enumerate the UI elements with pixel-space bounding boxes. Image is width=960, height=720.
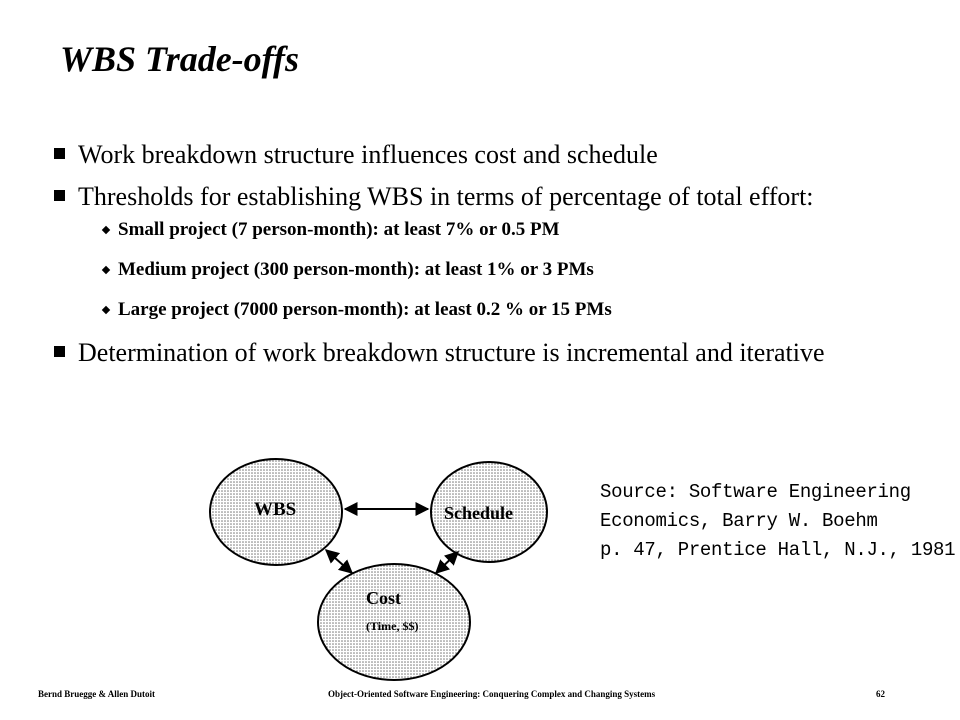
bullet-list (50, 140, 910, 380)
bullet-item (50, 338, 910, 368)
bullet-item (50, 182, 910, 322)
sub-bullet-item (78, 298, 910, 322)
source-citation (600, 478, 955, 565)
square-bullet-icon (54, 346, 65, 357)
wbs-cost-arrow (326, 550, 352, 573)
source-line: Economics, Barry W. Boehm (600, 510, 878, 532)
schedule-node-label: Schedule (444, 503, 514, 523)
schedule-cost-arrow (436, 552, 458, 573)
diamond-bullet-icon (102, 306, 110, 314)
footer-course-title: Object-Oriented Software Engineering: Conquering Complex and Changing Systems (328, 689, 656, 699)
sub-bullet-list (78, 218, 910, 322)
diamond-bullet-icon (102, 266, 110, 274)
square-bullet-icon (54, 190, 65, 201)
sub-bullet-item (78, 218, 910, 242)
square-bullet-icon (54, 148, 65, 159)
bullet-text: Work breakdown structure influences cost and schedule (78, 140, 658, 169)
source-line: Source: Software Engineering (600, 481, 911, 503)
wbs-tradeoff-diagram (200, 448, 560, 688)
footer-authors: Bernd Bruegge & Allen Dutoit (38, 689, 155, 699)
bullet-text: Thresholds for establishing WBS in terms of percentage of total effort: (78, 182, 814, 211)
wbs-node-label: WBS (254, 499, 297, 520)
diamond-bullet-icon (102, 226, 110, 234)
source-line: p. 47, Prentice Hall, N.J., 1981 (600, 539, 956, 561)
bullet-item (50, 140, 910, 170)
slide-title: WBS Trade-offs (60, 39, 300, 79)
footer-page-number: 62 (876, 689, 885, 699)
sub-bullet-text: Medium project (300 person-month): at least 1% or 3 PMs (118, 259, 594, 280)
sub-bullet-text: Small project (7 person-month): at least 7% or 0.5 PM (118, 219, 560, 240)
bullet-text: Determination of work breakdown structure is incremental and iterative (78, 338, 825, 367)
cost-node-sublabel: (Time, $$) (366, 619, 419, 633)
cost-node-label: Cost (366, 588, 401, 608)
sub-bullet-item (78, 258, 910, 282)
sub-bullet-text: Large project (7000 person-month): at least 0.2 % or 15 PMs (118, 299, 612, 320)
